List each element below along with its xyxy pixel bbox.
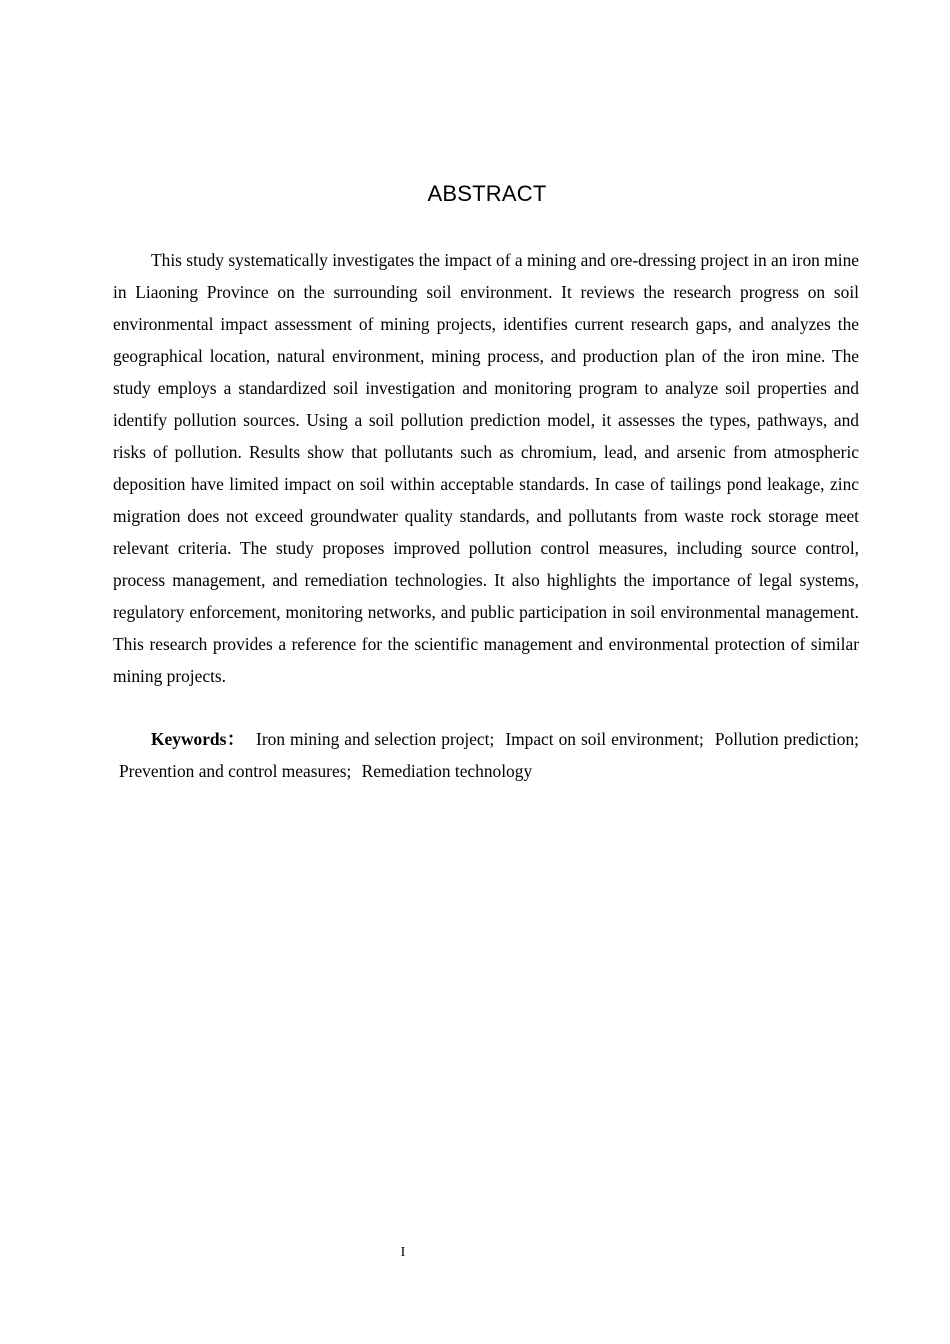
page-number: I (400, 1245, 406, 1260)
keyword-item: Pollution prediction; (714, 729, 859, 749)
keyword-item: Remediation technology (361, 761, 533, 781)
abstract-title: ABSTRACT (427, 181, 547, 206)
abstract-paragraph: This study systematically investigates the impact of a mining and ore-dressing project in an iron mine in Liaoning Province on the surrounding soil environment. It reviews the research progress on soil environmental impact assessment of mining projects, identifies current research gaps, and analyzes the geographical location, natural environment, mining process, and production plan of the iron mine. The study employs a standardized soil investigation and monitoring program to analyze soil properties and identify pollution sources. Using a soil pollution prediction model, it assesses the types, pathways, and risks of pollution. Results show that pollutants such as chromium, lead, and arsenic from atmospheric deposition have limited impact on soil within acceptable standards. In case of tailings pond leakage, zinc migration does not exceed groundwater quality standards, and pollutants from waste rock storage meet relevant criteria. The study proposes improved pollution control measures, including source control, process management, and remediation technologies. It also highlights the importance of legal systems, regulatory enforcement, monitoring networks, and public participation in soil environmental management. This research provides a reference for the scientific management and environmental protection of similar mining projects. (113, 250, 859, 686)
keyword-item: Iron mining and selection project; (256, 729, 495, 749)
keywords-paragraph (113, 723, 859, 787)
keyword-item: Impact on soil environment; (505, 729, 704, 749)
keyword-item: Prevention and control measures; (119, 761, 352, 781)
keywords-label: Keywords： (151, 729, 246, 749)
